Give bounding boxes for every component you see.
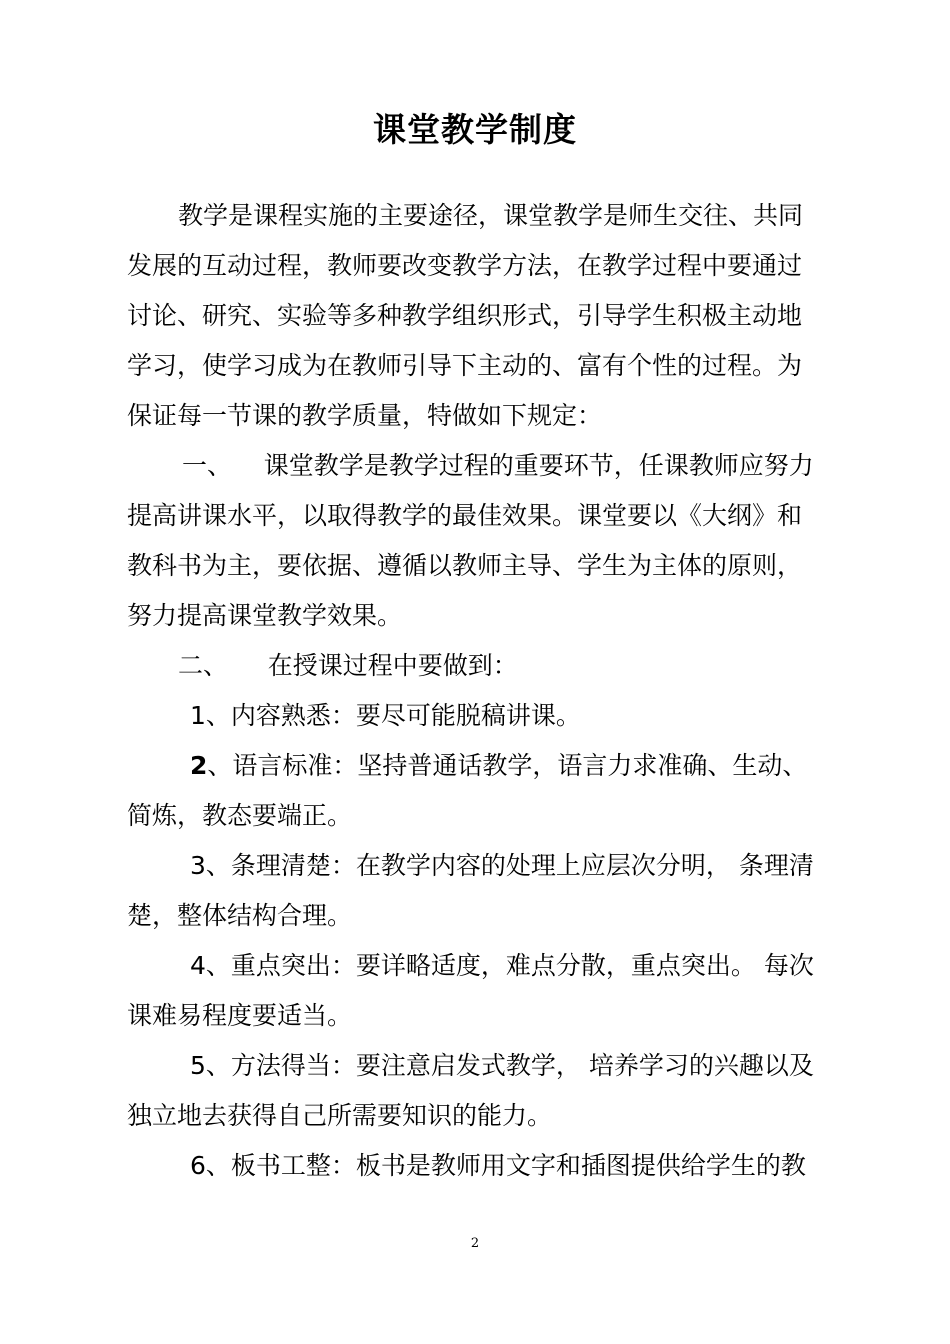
section-heading-line: 二、 在授课过程中要做到： (178, 651, 518, 680)
list-item-line (190, 746, 950, 786)
section-heading-line: 一、 课堂教学是教学过程的重要环节，任课教师应努力 (182, 451, 814, 480)
page-number: 2 (470, 1236, 480, 1251)
list-item-line: 6、板书工整：板书是教师用文字和插图提供给学生的教 (190, 1151, 806, 1180)
paragraph-line: 努力提高课堂教学效果。 (127, 601, 403, 630)
paragraph-line: 教科书为主，要依据、遵循以教师主导、学生为主体的原则， (127, 551, 803, 580)
page-title: 课堂教学制度 (373, 110, 577, 149)
paragraph-line: 独立地去获得自己所需要知识的能力。 (127, 1101, 553, 1130)
list-item-line: 3、条理清楚：在教学内容的处理上应层次分明， 条理清 (190, 851, 814, 880)
paragraph-line: 发展的互动过程，教师要改变教学方法，在教学过程中要通过 (127, 251, 803, 280)
paragraph-line: 教学是课程实施的主要途径，课堂教学是师生交往、共同 (178, 201, 804, 230)
paragraph-line: 保证每一节课的教学质量，特做如下规定： (127, 401, 603, 430)
list-item-text: 、语言标准：坚持普通话教学，语言力求准确、生动、 (207, 751, 808, 780)
list-item-line: 5、方法得当：要注意启发式教学， 培养学习的兴趣以及 (190, 1051, 814, 1080)
paragraph-line: 学习，使学习成为在教师引导下主动的、富有个性的过程。为 (127, 351, 803, 380)
paragraph-line: 楚，整体结构合理。 (127, 901, 353, 930)
paragraph-line: 提高讲课水平，以取得教学的最佳效果。课堂要以《大纲》和 (127, 501, 803, 530)
list-item-line: 4、重点突出：要详略适度，难点分散，重点突出。 每次 (190, 951, 814, 980)
list-item-line: 1、内容熟悉：要尽可能脱稿讲课。 (190, 701, 581, 730)
paragraph-line: 课难易程度要适当。 (127, 1001, 353, 1030)
paragraph-line: 讨论、研究、实验等多种教学组织形式，引导学生积极主动地 (127, 301, 803, 330)
list-item-number: 2 (190, 751, 208, 780)
paragraph-line: 简炼，教态要端正。 (127, 801, 353, 830)
